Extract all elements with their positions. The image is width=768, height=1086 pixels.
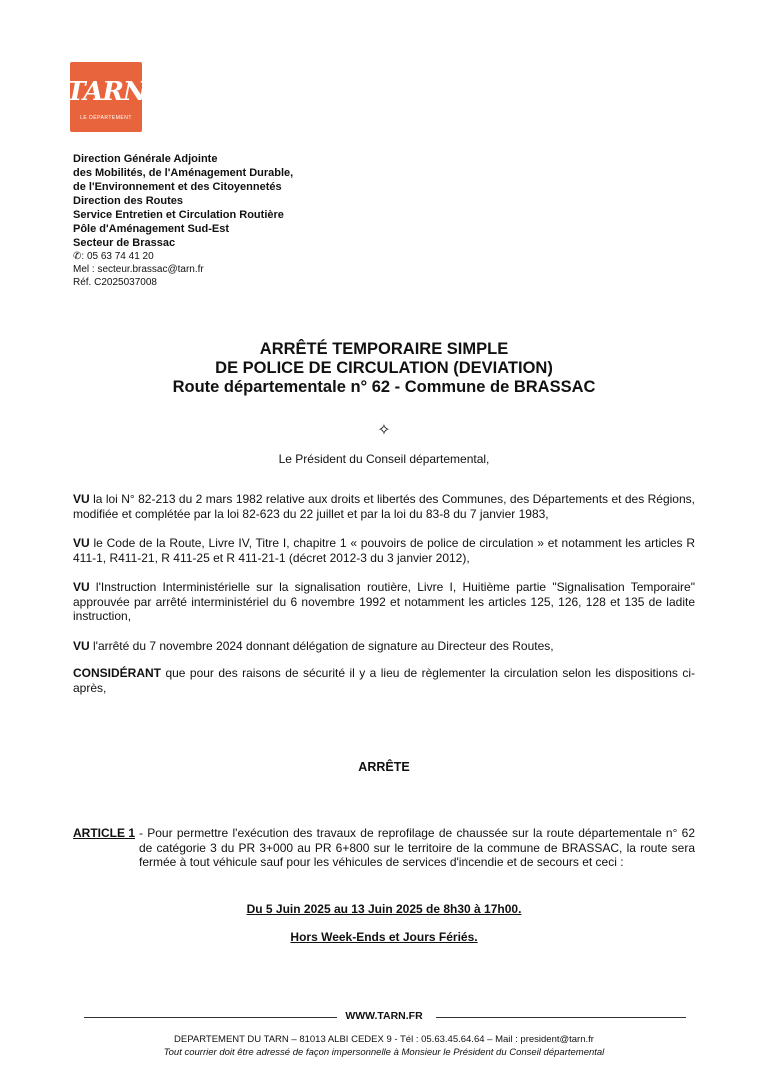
sender-reference: Réf. C2025037008 [73,277,157,288]
sender-phone [73,250,293,263]
consideration-text: le Code de la Route, Livre IV, Titre I, chapitre 1 « pouvoirs de police de circulation » et notamment les articles R 411-1, R411-21, R 411-25 et R 411-21-1 (décret 2012-3 du 3 janvier 2012), [73,536,695,565]
consideration-paragraph [73,639,695,654]
sender-line: Direction Générale Adjointe [73,153,218,165]
president-line: Le Président du Conseil départemental, [278,452,490,466]
sender-block [73,152,293,289]
consideration-keyword: VU [73,492,90,506]
sender-line: Service Entretien et Circulation Routière [73,209,284,221]
closure-exception: Hors Week-Ends et Jours Fériés. [290,930,478,944]
title-line-3: Route départementale n° 62 - Commune de BRASSAC [172,378,596,396]
sender-line: Pôle d'Aménagement Sud-Est [73,223,230,235]
consideration-text: que pour des raisons de sécurité il y a lieu de règlementer la circulation selon les dispositions ci-après, [73,666,695,695]
consideration-paragraph [73,580,695,624]
phone-icon: ✆ [73,251,82,262]
consideration-text: la loi N° 82-213 du 2 mars 1982 relative aux droits et libertés des Communes, des Départements et des Régions, modifiée et complétée par la loi 82-623 du 22 juillet et par la loi du 83-8 du 7 janvier 1983, [73,492,695,521]
sender-mail: Mel : secteur.brassac@tarn.fr [73,264,204,275]
consideration-paragraph [73,492,695,521]
sender-line: Secteur de Brassac [73,237,176,249]
consideration-paragraph [73,536,695,565]
arrete-heading: ARRÊTE [358,760,410,774]
document-title [0,340,768,397]
closure-period: Du 5 Juin 2025 au 13 Juin 2025 de 8h30 à 17h00. [246,902,522,916]
sender-line: de l'Environnement et des Citoyennetés [73,181,282,193]
phone-number: : 05 63 74 41 20 [81,251,154,262]
star-ornament-icon: ✧ [377,422,391,439]
consideration-paragraph [73,666,695,695]
article-1-label: ARTICLE 1 [73,826,136,840]
tarn-logo [66,62,146,132]
sender-line: Direction des Routes [73,195,184,207]
consideration-keyword: VU [73,580,90,594]
consideration-text: l'Instruction Interministérielle sur la signalisation routière, Livre I, Huitième partie "Signalisation Temporaire" approuvée par arrêté interministériel du 6 novembre 1992 et notamment les articles 125, 126, 128 et 135 de ladite instruction, [73,580,695,623]
consideration-keyword: VU [73,536,90,550]
consideration-keyword: VU [73,639,90,653]
article-1-text: - Pour permettre l'exécution des travaux de reprofilage de chaussée sur la route départementale n° 62 de catégorie 3 du PR 3+000 au PR 6+800 sur le territoire de la commune de BRASSAC, la route sera fermée à tout véhicule sauf pour les véhicules de services d'incendie et de secours et ceci : [139,826,695,869]
consideration-keyword: CONSIDÉRANT [73,666,162,680]
sender-line: des Mobilités, de l'Aménagement Durable, [73,167,294,179]
title-line-2: DE POLICE DE CIRCULATION (DEVIATION) [215,359,553,377]
logo-wordmark: TARN [66,77,146,107]
consideration-text: l'arrêté du 7 novembre 2024 donnant délégation de signature au Directeur des Routes, [89,639,554,653]
footer-website: WWW.TARN.FR [345,1010,423,1022]
title-line-1: ARRÊTÉ TEMPORAIRE SIMPLE [259,340,509,358]
logo-subtitle: LE DÉPARTEMENT [80,115,132,121]
footer-address: DEPARTEMENT DU TARN – 81013 ALBI CEDEX 9 - Tél : 05.63.45.64.64 – Mail : president@tarn.fr [174,1034,594,1045]
footer-note: Tout courrier doit être adressé de façon impersonnelle à Monsieur le Président du Conseil départemental [163,1047,605,1058]
